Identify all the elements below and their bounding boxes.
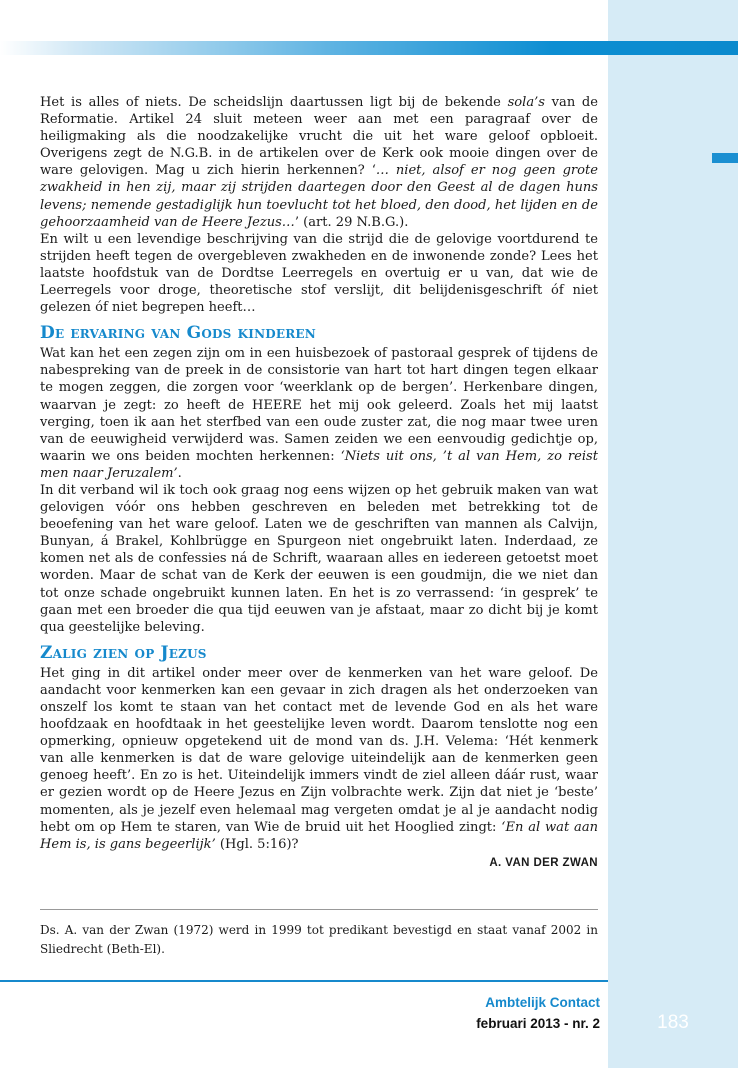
paragraph-sola: Het is alles of niets. De scheidslijn daartussen ligt bij de bekende sola’s van de Reformatie. Artikel 24 sluit meteen weer aan met een paragraaf over de heiligmaking als die noodzakelijke vrucht die uit het ware geloof opbloeit. Overigens zegt de N.G.B. in de artikelen over de Kerk ook mooie dingen over de ware gelovigen. Mag u zich hierin herkennen? ‘… niet, alsof er nog geen grote zwakheid in hen zij, maar zij strijden daartegen door den Geest al de dagen huns levens; nemende gestadiglijk hun toevlucht tot het bloed, den dood, het lijden en de gehoorzaamheid van de Heere Jezus…’ (art. 29 N.B.G.). <box>40 95 598 230</box>
paragraph-dordtse-leerregels: En wilt u een levendige beschrijving van die strijd die de gelovige voortdurend te strijden heeft tegen de overgebleven zwakheden en de inwonende zonde? Lees het laatste hoofdstuk van de Dordtse Leerregels en overtuig er u van, dat wie de Leerregels voor droge, theoretische stof verslijt, dit belijdenisgeschrift óf niet gelezen óf niet begrepen heeft… <box>40 231 598 316</box>
issue-label: februari 2013 - nr. 2 <box>476 1016 600 1031</box>
paragraph-geschriften: In dit verband wil ik toch ook graag nog eens wijzen op het gebruik maken van wat gelovigen vóór ons hebben geschreven en beleden met betrekking tot de beoefening van het ware geloof. Laten we de geschriften van mannen als Calvijn, Bunyan, á Brakel, Kohlbrügge en Spurgeon niet ongebruikt laten. Inderdaad, ze komen net als de confessies ná de Schrift, waaraan alles en iedereen getoetst moet worden. Maar de schat van de Kerk der eeuwen is een goudmijn, die we niet dan tot onze schade ongebruikt kunnen laten. En het is zo verrassend: ‘in gesprek’ te gaan met een broeder die qua tijd eeuwen van je afstaat, maar zo dicht bij je komt qua geestelijke beleving. <box>40 482 598 635</box>
margin-tab-marker <box>712 153 738 163</box>
author-bio: Ds. A. van der Zwan (1972) werd in 1999 tot predikant bevestigd en staat vanaf 2002 in Sliedrecht (Beth-El). <box>40 923 598 956</box>
author-signature: A. VAN DER ZWAN <box>489 856 598 869</box>
section-heading-zalig: Zalig zien op Jezus <box>40 642 207 663</box>
section-heading-ervaring: De ervaring van Gods kinderen <box>40 323 316 344</box>
journal-title: Ambtelijk Contact <box>485 995 600 1010</box>
page-number: 183 <box>657 1012 689 1033</box>
footer-divider <box>0 980 608 982</box>
header-gradient-bar <box>0 41 738 55</box>
author-divider <box>40 909 598 910</box>
paragraph-huisbezoek: Wat kan het een zegen zijn om in een huisbezoek of pastoraal gesprek of tijdens de nabespreking van de preek in de consistorie van hart tot hart dingen tegen elkaar te mogen zeggen, die zorgen voor ‘weerklank op de bergen’. Herkenbare dingen, waarvan je zegt: zo heeft de HEERE het mij ook geleerd. Zoals het mij laatst verging, toen ik aan het sterfbed van een oude zuster zat, die nog maar twee uren van de eeuwigheid verwijderd was. Samen zeiden we een eenvoudig gedichtje op, waarin we ons beiden mochten herkennen: ‘Niets uit ons, ’t al van Hem, zo reist men naar Jeruzalem’. <box>40 346 598 481</box>
article-body <box>40 94 598 872</box>
paragraph-kenmerken: Het ging in dit artikel onder meer over de kenmerken van het ware geloof. De aandacht voor kenmerken kan een gevaar in zich dragen als het onderzoeken van onszelf los komt te staan van het contact met de levende God en als het ware hoofdzaak en hoofdtaak in het geestelijke leven wordt. Daarom tenslotte nog een opmerking, opnieuw opgetekend uit de mond van ds. J.H. Velema: ‘Hét kenmerk van alle kenmerken is dat de ware gelovige uiteindelijk aan de kenmerken geen genoeg heeft’. En zo is het. Uiteindelijk immers vindt de ziel alleen dáár rust, waar er gezien wordt op de Heere Jezus en Zijn volbrachte werk. Zijn dat niet je ‘beste’ momenten, als je jezelf even helemaal mag vergeten omdat je al je aandacht nodig hebt om op Hem te staren, van Wie de bruid uit het Hooglied zingt: ‘En al wat aan Hem is, is gans begeerlijk’ (Hgl. 5:16)? <box>40 665 598 852</box>
